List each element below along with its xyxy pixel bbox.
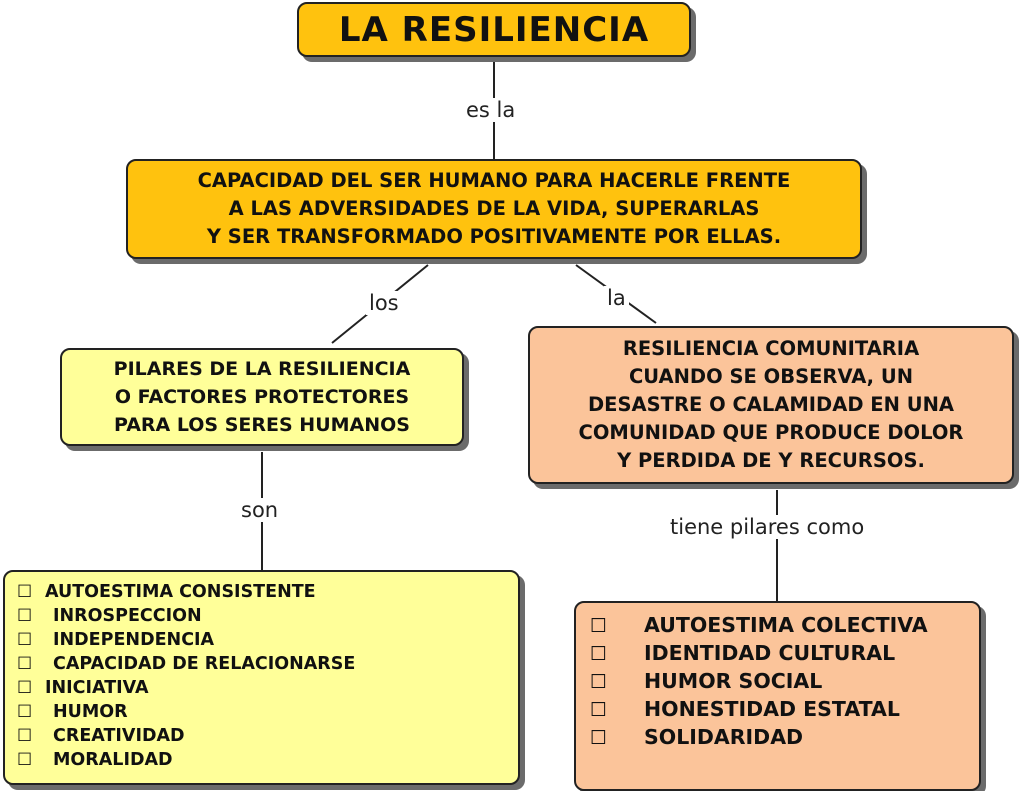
list-pilares-comunitarios [574,601,981,791]
checkbox-icon: ☐ [17,654,33,674]
definition-line: Y SER TRANSFORMADO POSITIVAMENTE POR ELLAS. [206,225,782,248]
list-item-label: HUMOR SOCIAL [644,669,823,693]
list-item [590,611,928,639]
list-item-label: MORALIDAD [53,750,173,770]
comunitaria-line: COMUNIDAD QUE PRODUCE DOLOR [578,421,964,444]
checkbox-icon: ☐ [17,678,33,698]
list-item-label: INICIATIVA [45,678,149,698]
definition-line: A LAS ADVERSIDADES DE LA VIDA, SUPERARLAS [228,197,760,220]
concept-pilares-resiliencia [60,348,464,446]
list-item [17,628,355,652]
checkbox-icon: ☐ [17,726,33,746]
link-label-tiene-pilares: tiene pilares como [667,515,867,539]
list-item [17,748,355,772]
list-item-label: IDENTIDAD CULTURAL [644,641,896,665]
checkbox-icon: ☐ [590,699,608,721]
checkbox-icon: ☐ [17,606,33,626]
list-item-label: AUTOESTIMA COLECTIVA [644,613,928,637]
pilares-line: O FACTORES PROTECTORES [114,386,410,408]
pilares-line: PARA LOS SERES HUMANOS [114,414,410,436]
checkbox-icon: ☐ [17,750,33,770]
list-item-label: CAPACIDAD DE RELACIONARSE [53,654,356,674]
comunitaria-line: CUANDO SE OBSERVA, UN [628,365,914,388]
list-item-label: SOLIDARIDAD [644,725,804,749]
list-item-label: CREATIVIDAD [53,726,185,746]
checkbox-icon: ☐ [590,671,608,693]
list-item [590,667,928,695]
comunitaria-line: RESILIENCIA COMUNITARIA [622,337,920,360]
link-label-es-la: es la [463,98,518,122]
list-item-label: INDEPENDENCIA [53,630,215,650]
list-item [17,700,355,724]
list-item [17,580,355,604]
comunitaria-line: Y PERDIDA DE Y RECURSOS. [617,449,925,472]
checkbox-icon: ☐ [590,727,608,749]
concept-resiliencia-comunitaria [528,326,1014,484]
list-item [17,652,355,676]
list-item [590,639,928,667]
list-item [17,604,355,628]
title-text: LA RESILIENCIA [338,9,650,50]
list-item [17,724,355,748]
definition-line: CAPACIDAD DEL SER HUMANO PARA HACERLE FRENTE [197,169,791,192]
checkbox-icon: ☐ [17,582,33,602]
list-item-label: HUMOR [53,702,128,722]
list-item-label: HONESTIDAD ESTATAL [644,697,900,721]
list-item [590,723,928,751]
concept-definition [126,159,862,259]
link-label-son: son [238,498,281,522]
checkbox-icon: ☐ [17,630,33,650]
checkbox-icon: ☐ [590,615,608,637]
concept-title [297,2,691,57]
checkbox-icon: ☐ [590,643,608,665]
list-item [590,695,928,723]
link-label-los: los [366,291,402,315]
list-item-label: AUTOESTIMA CONSISTENTE [45,582,316,602]
list-item [17,676,355,700]
pilares-line: PILARES DE LA RESILIENCIA [113,358,411,380]
list-pilares-individuales [3,570,520,785]
list-item-label: INROSPECCION [53,606,202,626]
comunitaria-line: DESASTRE O CALAMIDAD EN UNA [588,393,954,416]
link-label-la: la [604,286,629,310]
checkbox-icon: ☐ [17,702,33,722]
